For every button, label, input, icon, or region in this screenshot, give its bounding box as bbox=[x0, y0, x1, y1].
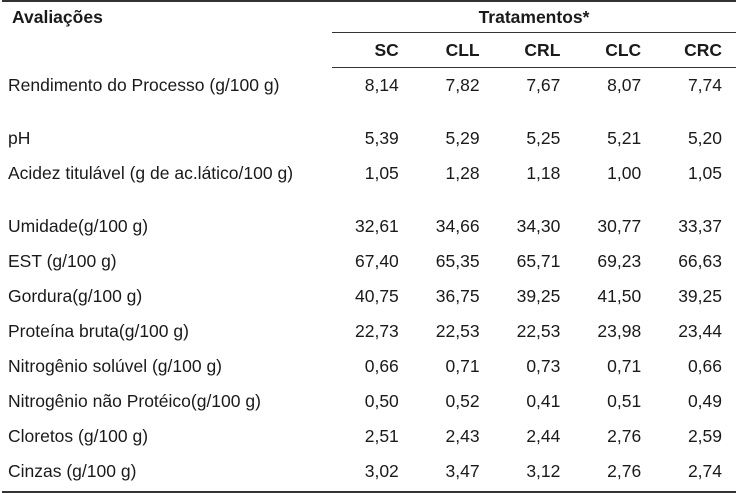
cell-value: 0,41 bbox=[526, 391, 561, 411]
cell-value: 0,66 bbox=[364, 356, 399, 376]
cell-value: 0,71 bbox=[607, 356, 642, 376]
cell-value: 34,30 bbox=[516, 216, 561, 236]
cell-value: 8,07 bbox=[607, 75, 642, 95]
row-label: EST (g/100 g) bbox=[8, 251, 117, 271]
cell-value: 2,59 bbox=[687, 426, 722, 446]
table-row bbox=[2, 247, 736, 282]
row-label: Gordura(g/100 g) bbox=[8, 286, 143, 306]
cell-value: 2,51 bbox=[364, 426, 399, 446]
table-row bbox=[2, 282, 736, 317]
cell-value: 22,53 bbox=[435, 321, 480, 341]
cell-value: 2,76 bbox=[574, 457, 655, 492]
cell-value: 30,77 bbox=[597, 216, 642, 236]
column-header-cll: CLL bbox=[413, 33, 494, 68]
header-row-1 bbox=[2, 1, 736, 33]
cell-value: 2,44 bbox=[526, 426, 561, 446]
cell-value: 0,51 bbox=[607, 391, 642, 411]
cell-value: 0,71 bbox=[445, 356, 480, 376]
row-label: Cinzas (g/100 g) bbox=[2, 457, 332, 492]
row-label: Rendimento do Processo (g/100 g) bbox=[8, 74, 280, 95]
cell-value: 40,75 bbox=[355, 286, 399, 306]
cell-value: 2,74 bbox=[655, 457, 736, 492]
cell-value: 5,21 bbox=[607, 128, 642, 148]
cell-value: 1,05 bbox=[364, 163, 399, 183]
row-label: Umidade(g/100 g) bbox=[8, 216, 149, 236]
cell-value: 5,20 bbox=[687, 128, 722, 148]
cell-value: 1,28 bbox=[445, 163, 480, 183]
column-header-crc: CRC bbox=[655, 33, 736, 68]
cell-value: 7,82 bbox=[445, 75, 480, 95]
cell-value: 5,25 bbox=[526, 128, 561, 148]
cell-value: 8,14 bbox=[364, 75, 399, 95]
cell-value: 67,40 bbox=[355, 251, 399, 271]
cell-value: 65,35 bbox=[435, 251, 480, 271]
cell-value: 7,74 bbox=[687, 75, 722, 95]
cell-value: 41,50 bbox=[597, 286, 642, 306]
cell-value: 33,37 bbox=[678, 216, 722, 236]
cell-value: 23,44 bbox=[678, 321, 722, 341]
evaluations-header: Avaliações bbox=[2, 1, 332, 68]
row-label: Proteína bruta(g/100 g) bbox=[8, 321, 189, 341]
cell-value: 69,23 bbox=[597, 251, 642, 271]
cell-value: 2,76 bbox=[607, 426, 642, 446]
cell-value: 7,67 bbox=[526, 75, 561, 95]
composition-table bbox=[2, 0, 736, 493]
cell-value: 23,98 bbox=[597, 321, 642, 341]
cell-value: 0,50 bbox=[364, 391, 399, 411]
table-row bbox=[2, 317, 736, 352]
table-row bbox=[2, 212, 736, 247]
cell-value: 5,39 bbox=[364, 128, 399, 148]
table-row bbox=[2, 159, 736, 212]
cell-value: 22,53 bbox=[516, 321, 561, 341]
row-label: pH bbox=[8, 128, 31, 148]
cell-value: 0,52 bbox=[445, 391, 480, 411]
cell-value: 39,25 bbox=[516, 286, 561, 306]
table-row bbox=[2, 68, 736, 125]
table-row bbox=[2, 124, 736, 159]
row-label: Nitrogênio não Protéico(g/100 g) bbox=[8, 391, 261, 411]
cell-value: 22,73 bbox=[355, 321, 399, 341]
cell-value: 34,66 bbox=[435, 216, 480, 236]
cell-value: 5,29 bbox=[445, 128, 480, 148]
cell-value: 0,66 bbox=[687, 356, 722, 376]
cell-value: 1,00 bbox=[607, 163, 642, 183]
treatments-header: Tratamentos* bbox=[332, 1, 736, 33]
cell-value: 1,05 bbox=[687, 163, 722, 183]
cell-value: 39,25 bbox=[678, 286, 722, 306]
cell-value: 32,61 bbox=[355, 216, 399, 236]
cell-value: 66,63 bbox=[678, 251, 722, 271]
table-row bbox=[2, 352, 736, 387]
row-label: Acidez titulável (g de ac.lático/100 g) bbox=[8, 163, 294, 183]
table-row bbox=[2, 422, 736, 457]
cell-value: 3,02 bbox=[332, 457, 413, 492]
table-row bbox=[2, 457, 736, 492]
cell-value: 2,43 bbox=[445, 426, 480, 446]
cell-value: 36,75 bbox=[435, 286, 480, 306]
cell-value: 1,18 bbox=[526, 163, 561, 183]
cell-value: 0,49 bbox=[687, 391, 722, 411]
column-header-crl: CRL bbox=[494, 33, 575, 68]
cell-value: 65,71 bbox=[516, 251, 561, 271]
cell-value: 0,73 bbox=[526, 356, 561, 376]
table-row bbox=[2, 387, 736, 422]
column-header-clc: CLC bbox=[574, 33, 655, 68]
row-label: Cloretos (g/100 g) bbox=[8, 426, 149, 446]
column-header-sc: SC bbox=[332, 33, 413, 68]
cell-value: 3,47 bbox=[413, 457, 494, 492]
cell-value: 3,12 bbox=[494, 457, 575, 492]
row-label: Nitrogênio solúvel (g/100 g) bbox=[8, 356, 223, 376]
